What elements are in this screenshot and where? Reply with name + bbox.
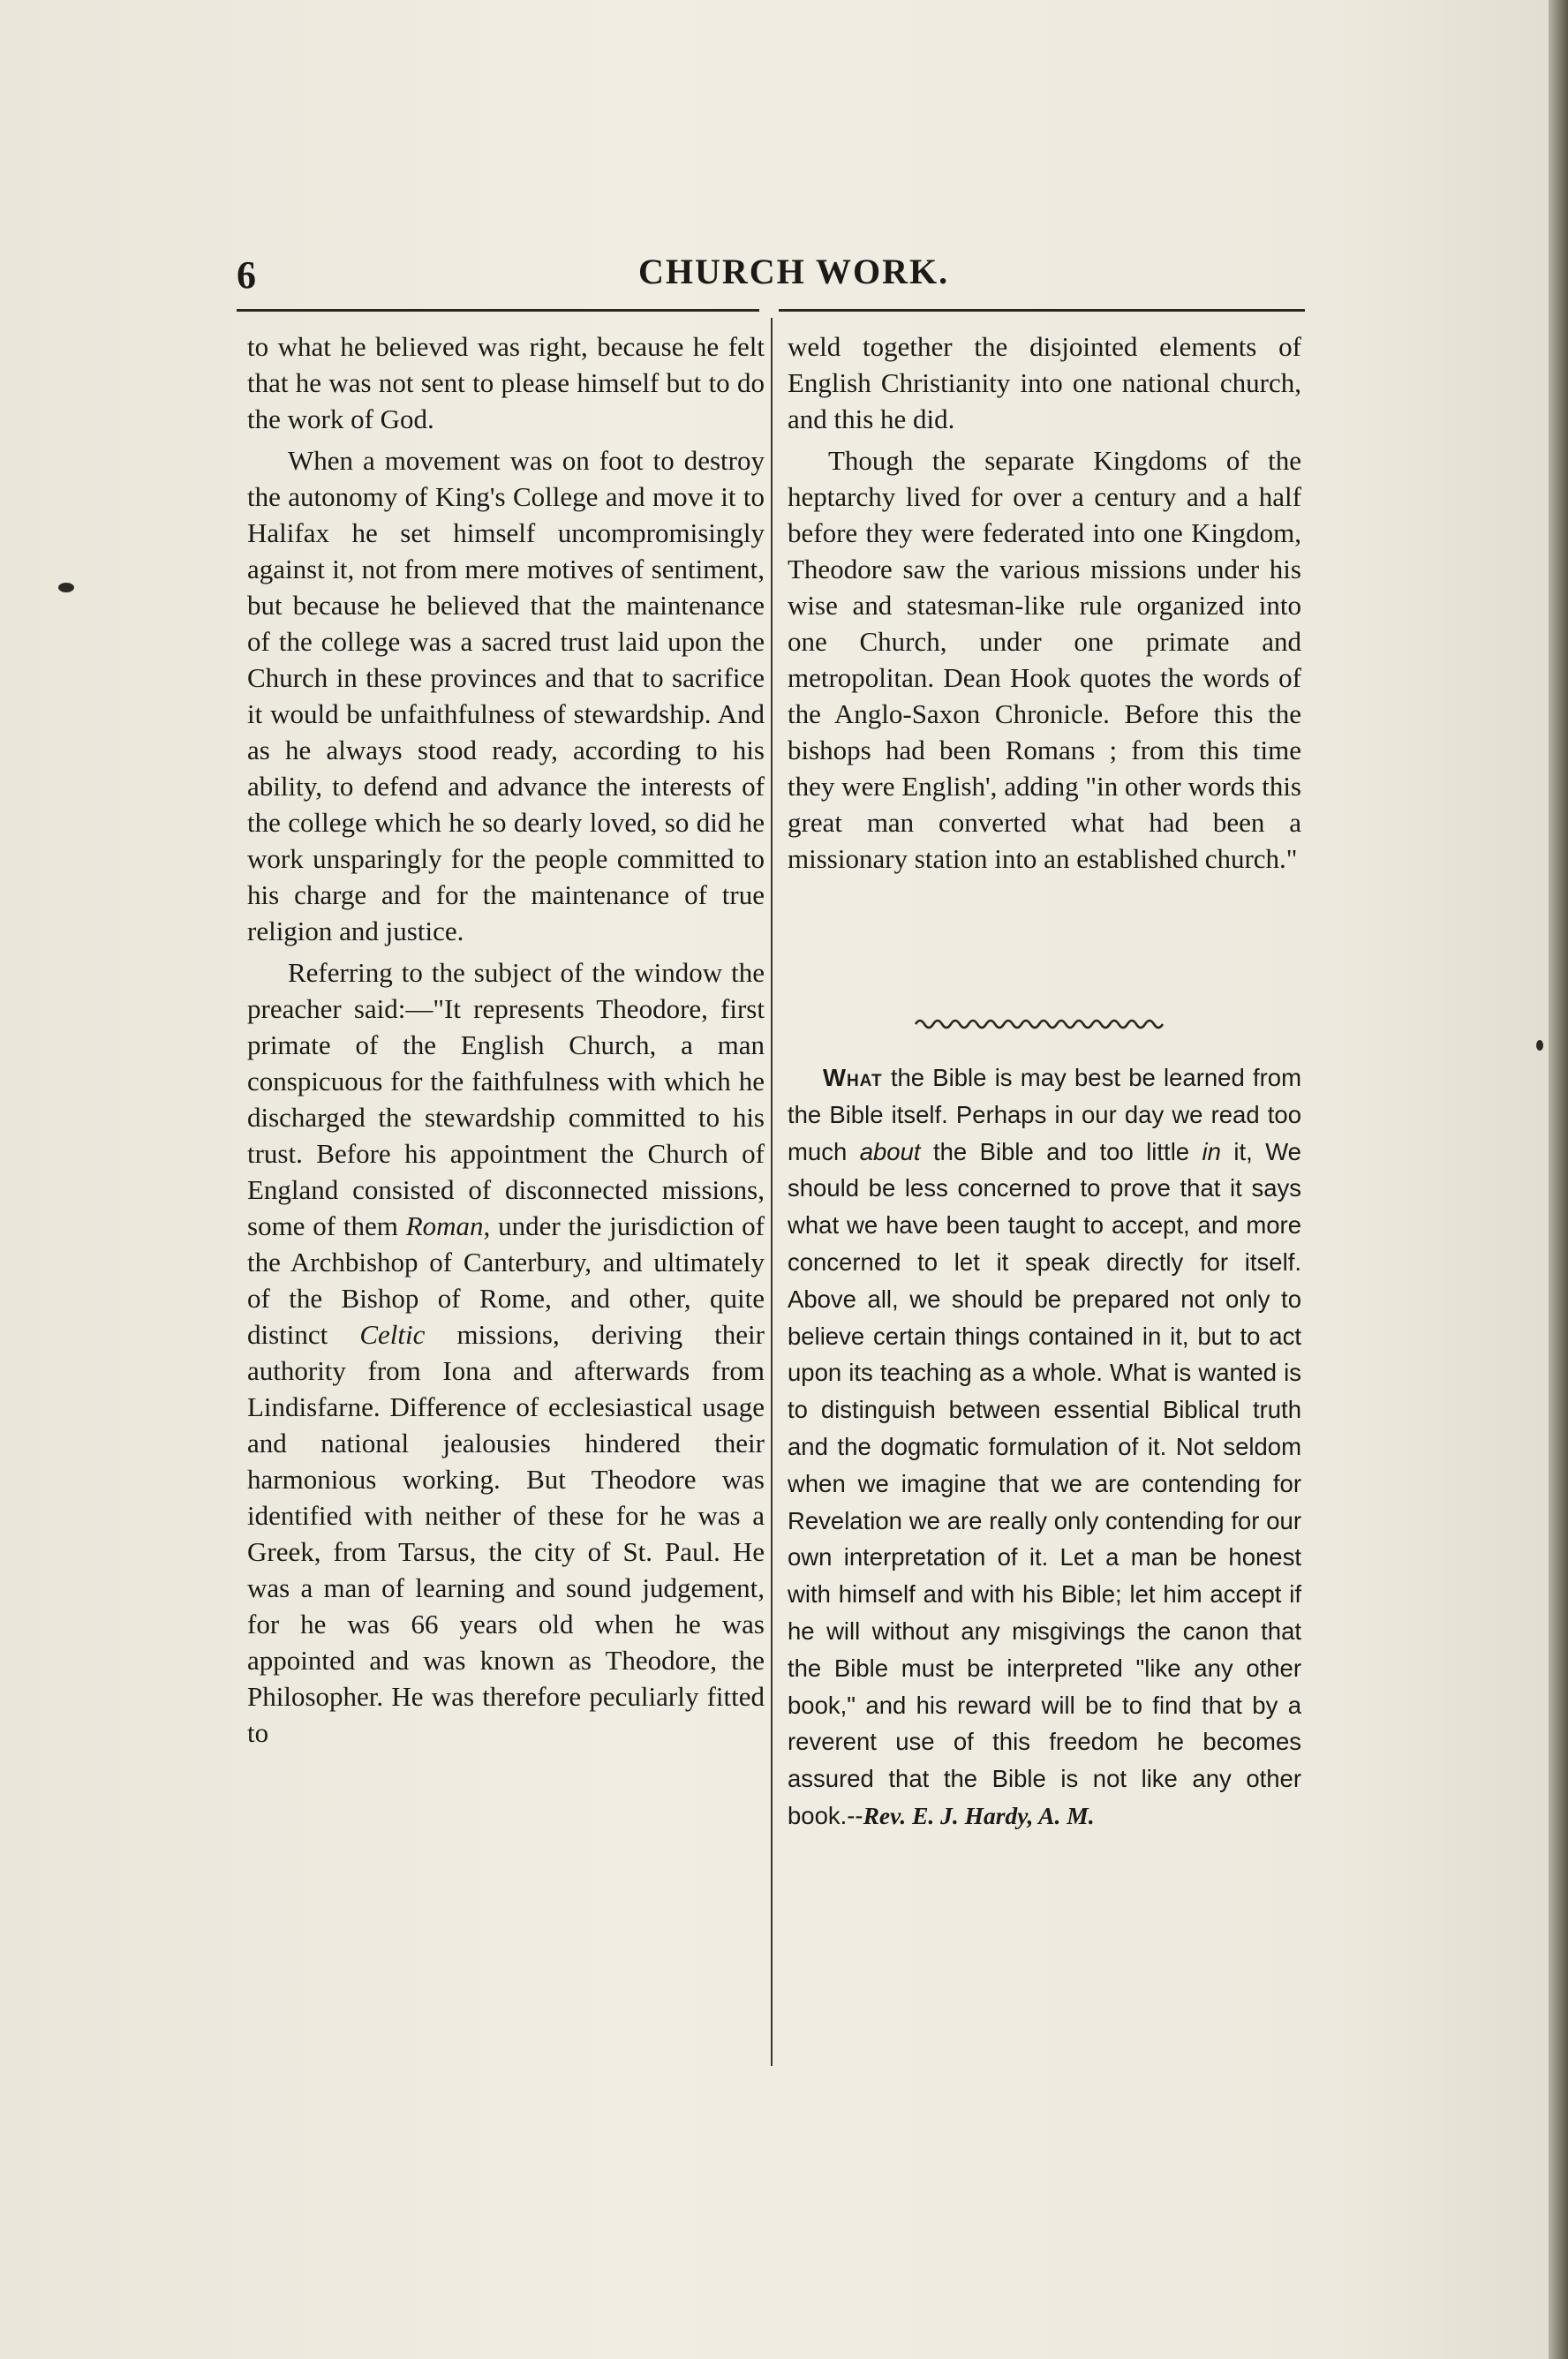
left-column [247,328,765,1756]
page-number: 6 [237,253,256,297]
running-head: CHURCH WORK. [638,252,950,291]
note-part-c: it, We should be less concerned to prove that it says what we have been taught to accept, and more concerned to let it speak directly for itself. Above all, we should be prepared not only to believe certain things contained in it, but to act upon its teaching as a whole. What is wanted is to distinguish between essential Biblical truth and the dogmatic formulation of it. Not seldom when we imagine that we are contending for Revelation we are really only contending for our own interpretation of it. Let a man be honest with himself and with his Bible; let him accept if he will without any misgivings the canon that the Bible must be interpreted "like any other book," and his reward will be to find that by a reverent use of this freedom he becomes assured that the Bible is not like any other book.-- [788,1137,1301,1829]
page-edge-shadow [1549,0,1568,2359]
note-part-b: the Bible and too little [920,1137,1202,1165]
wavy-ornament-divider [914,1014,1170,1035]
italic-about: about [859,1137,921,1165]
left-paragraph-3-part-c: missions, deriving their authority from Iona and afterwards from Lindisfarne. Difference of ecclesiastical usage and national jealousies hindered their harmonious working. But Theodore was identified with neither of these for he was a Greek, from Tarsus, the city of St. Paul. He was a man of learning and sound judgement, for he was 66 years old when he was appointed and was known as Theodore, the Philosopher. He was therefore peculiarly fitted to [247,1319,765,1748]
bible-note [788,1059,1301,1835]
italic-roman: Roman [405,1210,484,1241]
italic-in: in [1202,1137,1221,1165]
note-part-a: the Bible is may best be learned from the Bible itself. Perhaps in our day we read too much [788,1064,1301,1165]
note-author: Rev. E. J. Hardy, A. M. [863,1801,1095,1829]
ink-speck [1536,1040,1543,1051]
header-rule-right [779,309,1305,312]
note-lead-word: What [823,1064,883,1091]
left-paragraph-1: to what he believed was right, because he felt that he was not sent to please himself but to do the work of God. [247,331,765,434]
right-paragraph-2: Though the separate Kingdoms of the heptarchy lived for over a century and a half before they were federated into one Kingdom, Theodore saw the various missions under his wise and statesman-like rule organized into one Church, under one primate and metropolitan. Dean Hook quotes the words of the Anglo-Saxon Chronicle. Before this the bishops had been Romans ; from this time they were English', adding "in other words this great man converted what had been a missionary station into an established church." [788,445,1301,874]
bible-note-paragraph [788,1059,1301,1835]
left-paragraph-3-part-b: , under the jurisdiction of the Archbishop of Canterbury, and ultimately of the Bishop of Rome, and other, quite distinct [247,1210,765,1350]
left-paragraph-2: When a movement was on foot to destroy the autonomy of King's College and move it to Halifax he set himself uncompromisingly against it, not from mere motives of sentiment, but because he believed that the maintenance of the college was a sacred trust laid upon the Church in these provinces and that to sacrifice it would be unfaithfulness of stewardship. And as he always stood ready, according to his ability, to defend and advance the interests of the college which he so dearly loved, so did he work unsparingly for the people committed to his charge and for the maintenance of true religion and justice. [247,445,765,946]
column-divider [771,318,773,2066]
right-paragraph-1: weld together the disjointed elements of English Christianity into one national church, and this he did. [788,331,1301,434]
left-paragraph-3-part-a: Referring to the subject of the window the preacher said:—"It represents Theodore, first primate of the English Church, a man conspicuous for the faithfulness with which he discharged the stewardship committed to his trust. Before his appointment the Church of England consisted of disconnected missions, some of them [247,957,765,1241]
ink-speck [58,583,74,592]
italic-celtic: Celtic [359,1319,426,1350]
page-header [237,249,1305,302]
header-rule-left [237,309,759,312]
right-column [788,328,1301,882]
left-paragraph-3 [247,954,765,1751]
